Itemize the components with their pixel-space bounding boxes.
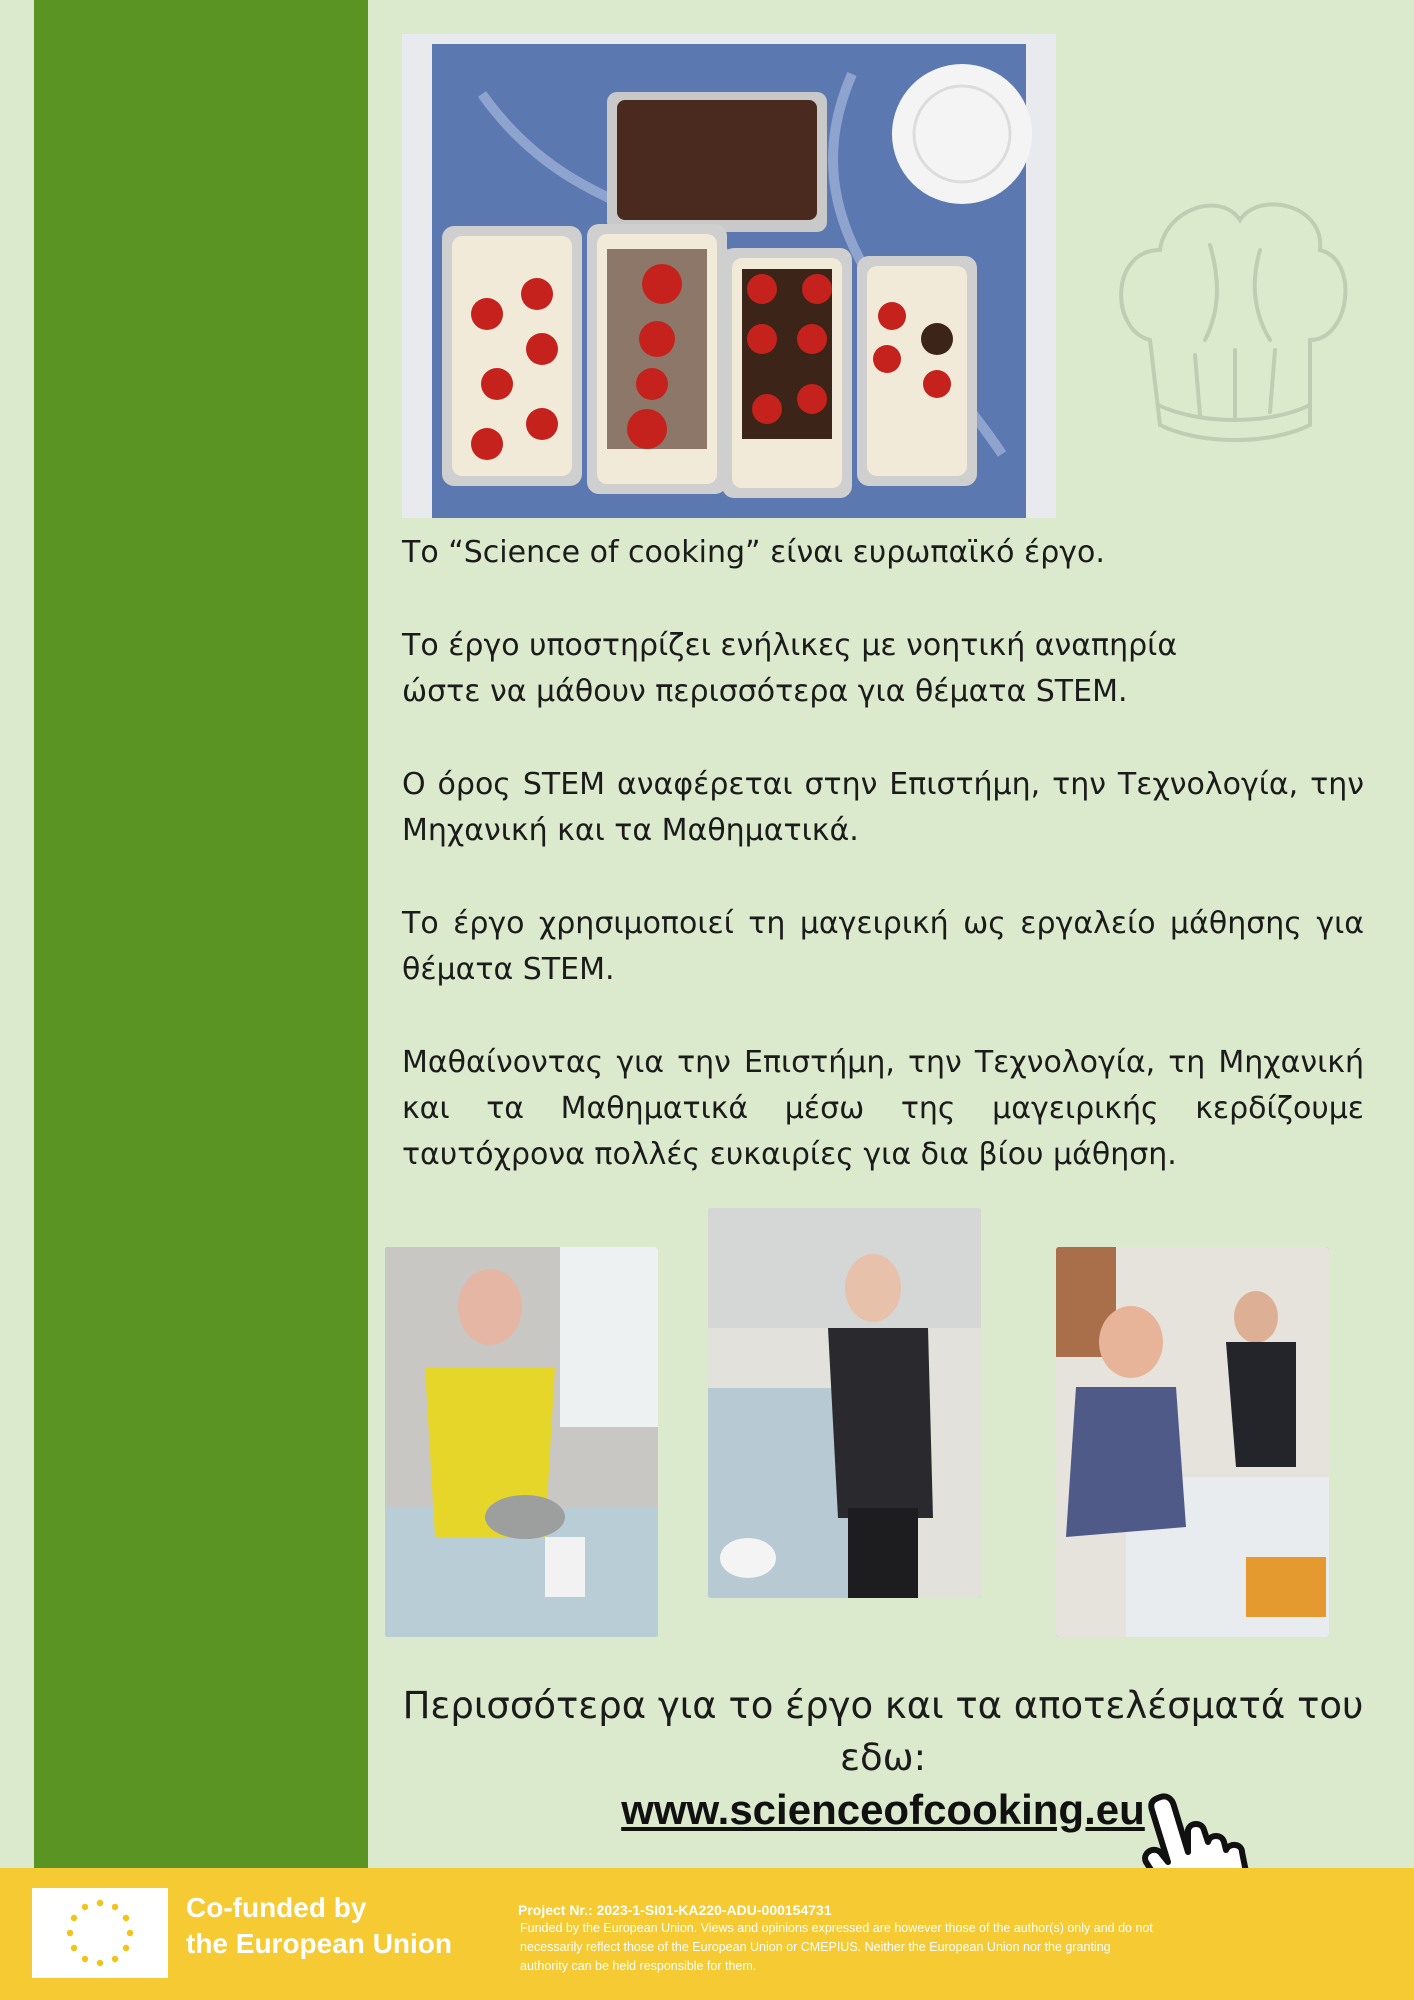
photo-woman-preparing: [708, 1208, 981, 1598]
cta-text: Περισσότερα για το έργο και τα αποτελέσματά του εδω:: [402, 1684, 1364, 1779]
website-link[interactable]: www.scienceofcooking.eu: [621, 1786, 1145, 1833]
funding-disclaimer: Funded by the European Union. Views and opinions expressed are however those of the author(s) only and do not necessarily reflect those of the European Union or CMEPIUS. Neither the European Union nor the granting authority can be held responsible for them.: [520, 1921, 1153, 1973]
photo-man-mixing: [385, 1247, 658, 1637]
paragraph-cooking-tool: Το έργο χρησιμοποιεί τη μαγειρική ως εργαλείο μάθησης για θέματα STEM.: [402, 906, 1364, 987]
sidebar-green-bar: [34, 0, 368, 1868]
cofunded-label: [186, 1890, 452, 1962]
paragraph-intro: Το “Science of cooking” είναι ευρωπαϊκό έργο.: [402, 535, 1105, 570]
cofunded-line-2: the European Union: [186, 1928, 452, 1959]
cofunded-line-1: Co-funded by: [186, 1892, 367, 1923]
footer-band: [0, 1868, 1414, 2000]
eu-flag: [32, 1888, 168, 1978]
paragraph-support: Το έργο υποστηρίζει ενήλικες με νοητική αναπηρία ώστε να μάθουν περισσότερα για θέματα STEM.: [402, 628, 1178, 709]
photo-woman-assembling: [1056, 1247, 1329, 1637]
body-text: [402, 530, 1364, 1225]
paragraph-stem-definition: Ο όρος STEM αναφέρεται στην Επιστήμη, την Τεχνολογία, την Μηχανική και τα Μαθηματικά.: [402, 767, 1364, 848]
project-number: Project Nr.: 2023-1-SI01-KA220-ADU-000154731: [518, 1902, 832, 1918]
chef-hat-icon: [1110, 190, 1350, 470]
paragraph-lifelong-learning: Μαθαίνοντας για την Επιστήμη, την Τεχνολογία, τη Μηχανική και τα Μαθηματικά μέσω της μαγειρικής κερδίζουμε ταυτόχρονα πολλές ευκαιρίες για δια βίου μάθηση.: [402, 1045, 1364, 1172]
hero-photo: [402, 34, 1056, 518]
